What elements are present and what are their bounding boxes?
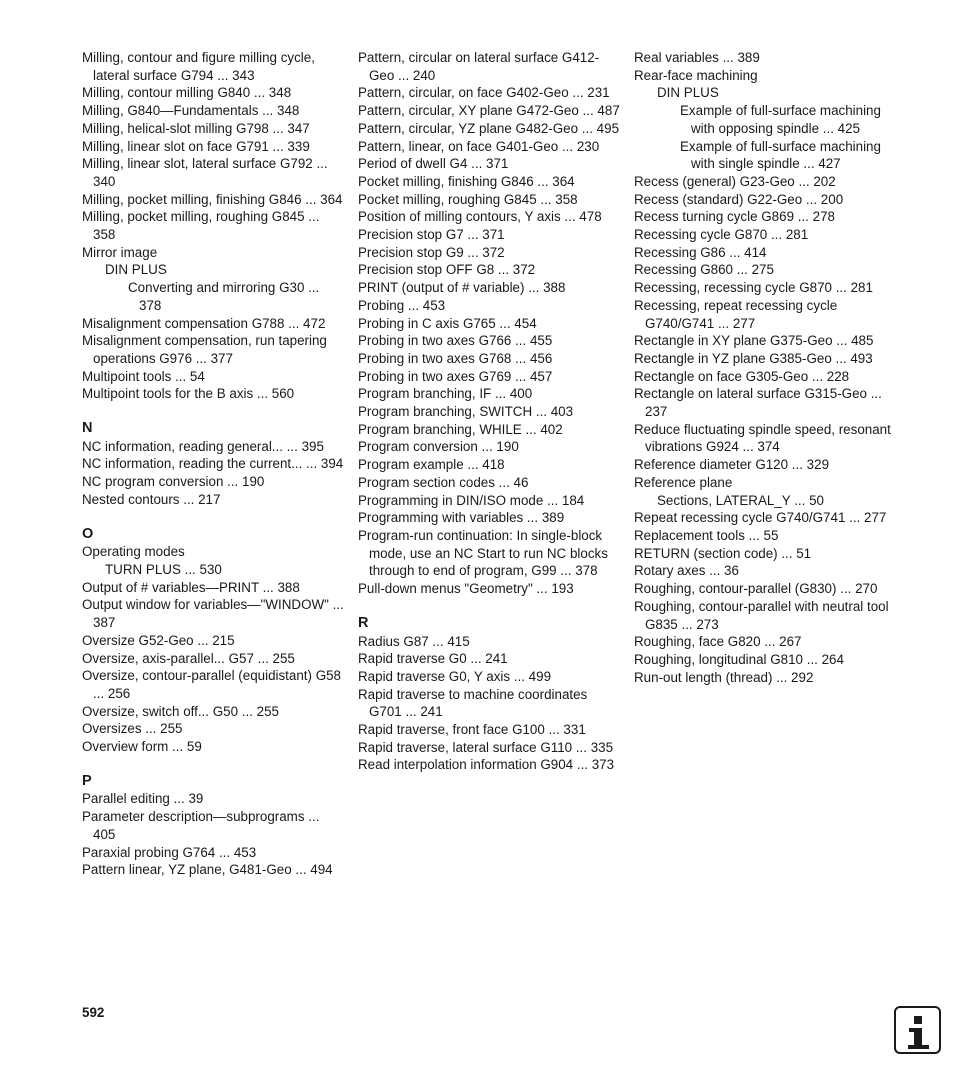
index-entry: Milling, G840—Fundamentals ... 348: [82, 103, 300, 119]
index-subentry: Sections, LATERAL_Y ... 50: [657, 492, 824, 508]
index-entry: Precision stop G9 ... 372: [358, 244, 505, 260]
index-entry: Recessing, repeat recessing cycle G740/G741 ... 277: [634, 297, 838, 331]
index-entry: Nested contours ... 217: [82, 491, 221, 507]
index-entry: Program conversion ... 190: [358, 439, 519, 455]
index-entry: NC program conversion ... 190: [82, 474, 265, 490]
page-number: 592: [82, 1005, 105, 1020]
index-entry: Roughing, contour-parallel (G830) ... 270: [634, 581, 878, 597]
index-letter-heading: O: [82, 525, 94, 542]
index-entry: Repeat recessing cycle G740/G741 ... 277: [634, 510, 887, 526]
index-entry: Precision stop G7 ... 371: [358, 227, 505, 243]
index-entry: Rectangle in XY plane G375-Geo ... 485: [634, 333, 874, 349]
index-letter-heading: P: [82, 772, 92, 789]
index-subentry: DIN PLUS: [105, 262, 167, 278]
index-entry: NC information, reading the current... ... 394: [82, 456, 344, 472]
index-entry: Roughing, face G820 ... 267: [634, 634, 802, 650]
index-entry: Rectangle in YZ plane G385-Geo ... 493: [634, 350, 873, 366]
index-subentry: TURN PLUS ... 530: [105, 561, 222, 577]
index-entry: Milling, pocket milling, finishing G846 ... 364: [82, 191, 343, 207]
index-entry: Replacement tools ... 55: [634, 527, 779, 543]
index-entry: Program branching, IF ... 400: [358, 386, 533, 402]
index-entry: Rectangle on lateral surface G315-Geo ... 237: [634, 386, 882, 420]
index-entry: Recessing G86 ... 414: [634, 244, 767, 260]
index-entry: Program branching, SWITCH ... 403: [358, 404, 574, 420]
index-entry: Oversize, contour-parallel (equidistant) G58 ... 256: [82, 668, 342, 701]
index-entry: Recess (general) G23-Geo ... 202: [634, 173, 836, 189]
index-entry: Rectangle on face G305-Geo ... 228: [634, 368, 850, 384]
index-entry: Roughing, contour-parallel with neutral tool G835 ... 273: [634, 598, 889, 632]
index-entry: Position of milling contours, Y axis ... 478: [358, 209, 602, 225]
index-entry: Oversize, switch off... G50 ... 255: [82, 703, 279, 719]
index-entry: Mirror image: [82, 244, 158, 260]
index-entry: Probing ... 453: [358, 297, 446, 313]
index-entry: Read interpolation information G904 ... 373: [358, 757, 615, 773]
index-entry: Misalignment compensation, run tapering operations G976 ... 377: [82, 333, 327, 366]
index-entry: Reduce fluctuating spindle speed, resonant vibrations G924 ... 374: [634, 421, 891, 455]
index-entry: Real variables ... 389: [634, 50, 760, 65]
index-entry: Rapid traverse, lateral surface G110 ... 335: [358, 739, 614, 755]
index-subentry: DIN PLUS: [657, 85, 719, 101]
index-entry: Overview form ... 59: [82, 739, 202, 755]
index-entry: Rapid traverse, front face G100 ... 331: [358, 722, 586, 738]
index-entry: Parameter description—subprograms ... 405: [82, 809, 320, 842]
index-subentry: Converting and mirroring G30 ... 378: [128, 280, 320, 313]
index-entry: Milling, pocket milling, roughing G845 ... 358: [82, 209, 320, 243]
index-column-3: [634, 49, 904, 686]
index-entry: Period of dwell G4 ... 371: [358, 156, 509, 172]
index-column-2: [358, 49, 620, 774]
index-entry: Oversize G52-Geo ... 215: [82, 632, 235, 648]
info-icon: [894, 1006, 941, 1054]
index-entry: RETURN (section code) ... 51: [634, 545, 812, 561]
index-entry: Recessing G860 ... 275: [634, 262, 774, 278]
index-entry: Rapid traverse to machine coordinates G701 ... 241: [358, 686, 588, 720]
index-entry: Oversizes ... 255: [82, 721, 183, 737]
index-entry: Operating modes: [82, 544, 185, 560]
index-entry: Recess (standard) G22-Geo ... 200: [634, 191, 844, 207]
index-entry: Program-run continuation: In single-block mode, use an NC Start to run NC blocks through to end of program, G99 ... 378: [358, 527, 608, 579]
index-entry: Radius G87 ... 415: [358, 633, 470, 649]
index-entry: Probing in C axis G765 ... 454: [358, 315, 537, 331]
index-entry: Multipoint tools ... 54: [82, 368, 205, 384]
index-subentry: Example of full-surface machining with opposing spindle ... 425: [680, 103, 881, 136]
index-entry: Milling, contour and figure milling cycle, lateral surface G794 ... 343: [82, 50, 315, 83]
index-entry: Oversize, axis-parallel... G57 ... 255: [82, 650, 295, 666]
index-entry: Programming in DIN/ISO mode ... 184: [358, 492, 585, 508]
index-entry: Recessing cycle G870 ... 281: [634, 227, 809, 243]
index-entry: Milling, linear slot on face G791 ... 339: [82, 138, 310, 154]
index-entry: Reference diameter G120 ... 329: [634, 457, 830, 473]
index-entry: Precision stop OFF G8 ... 372: [358, 262, 536, 278]
index-entry: Multipoint tools for the B axis ... 560: [82, 386, 295, 402]
index-entry: Pocket milling, finishing G846 ... 364: [358, 173, 575, 189]
index-entry: Program section codes ... 46: [358, 474, 529, 490]
index-column-1: [82, 49, 344, 879]
index-entry: NC information, reading general... ... 395: [82, 438, 324, 454]
index-entry: Program branching, WHILE ... 402: [358, 421, 563, 437]
index-entry: Rapid traverse G0 ... 241: [358, 651, 508, 667]
index-entry: PRINT (output of # variable) ... 388: [358, 280, 566, 296]
index-entry: Recessing, recessing cycle G870 ... 281: [634, 280, 873, 296]
index-entry: Recess turning cycle G869 ... 278: [634, 209, 835, 225]
index-entry: Rotary axes ... 36: [634, 563, 739, 579]
index-entry: Roughing, longitudinal G810 ... 264: [634, 651, 844, 667]
index-entry: Pocket milling, roughing G845 ... 358: [358, 191, 578, 207]
index-entry: Probing in two axes G769 ... 457: [358, 368, 553, 384]
index-entry: Pattern, linear, on face G401-Geo ... 230: [358, 138, 600, 154]
index-entry: Programming with variables ... 389: [358, 510, 565, 526]
index-entry: Pattern, circular, on face G402-Geo ... 231: [358, 85, 610, 101]
index-entry: Pattern, circular, XY plane G472-Geo ... 487: [358, 103, 620, 119]
index-entry: Milling, contour milling G840 ... 348: [82, 85, 292, 101]
index-entry: Probing in two axes G766 ... 455: [358, 333, 553, 349]
index-entry: Probing in two axes G768 ... 456: [358, 350, 553, 366]
index-subentry: Example of full-surface machining with single spindle ... 427: [680, 138, 881, 172]
index-entry: Output of # variables—PRINT ... 388: [82, 579, 300, 595]
index-entry: Reference plane: [634, 474, 733, 490]
index-entry: Rapid traverse G0, Y axis ... 499: [358, 668, 552, 684]
index-letter-heading: N: [82, 420, 93, 437]
index-entry: Pattern linear, YZ plane, G481-Geo ... 494: [82, 862, 333, 878]
index-letter-heading: R: [358, 614, 369, 631]
index-entry: Milling, linear slot, lateral surface G792 ... 340: [82, 156, 328, 189]
index-entry: Rear-face machining: [634, 67, 758, 83]
index-entry: Paraxial probing G764 ... 453: [82, 844, 257, 860]
index-entry: Run-out length (thread) ... 292: [634, 669, 814, 685]
index-entry: Pattern, circular, YZ plane G482-Geo ... 495: [358, 120, 620, 136]
index-entry: Misalignment compensation G788 ... 472: [82, 315, 326, 331]
index-entry: Pattern, circular on lateral surface G412-Geo ... 240: [358, 50, 600, 83]
index-entry: Parallel editing ... 39: [82, 791, 204, 807]
index-entry: Output window for variables—"WINDOW" ... 387: [82, 597, 344, 631]
index-entry: Milling, helical-slot milling G798 ... 347: [82, 120, 310, 136]
index-entry: Program example ... 418: [358, 457, 505, 473]
index-entry: Pull-down menus "Geometry" ... 193: [358, 581, 574, 597]
